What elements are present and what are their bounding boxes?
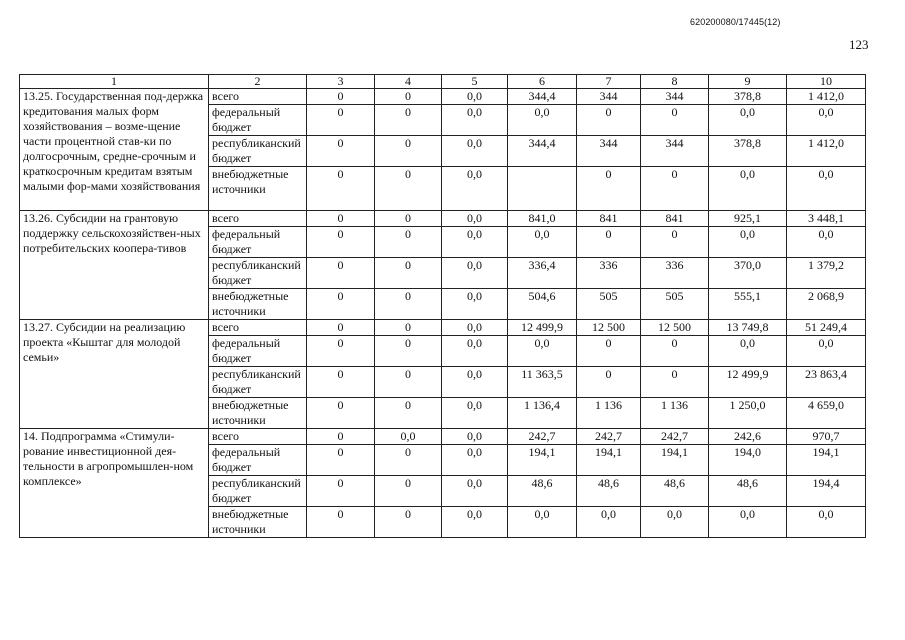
value-cell: 344	[577, 136, 641, 167]
value-cell: 1 136	[641, 398, 709, 429]
value-cell: 0,0	[508, 336, 577, 367]
value-cell: 0	[577, 336, 641, 367]
value-cell: 0,0	[508, 105, 577, 136]
column-header: 6	[508, 75, 577, 89]
program-name-cell: 13.25. Государственная под-держка кредитования малых форм хозяйствования – возме-щение части процентной став-ки по долгосрочным, средне-срочным и краткосрочным кредитам взятым малыми фор-мами хозяйствования	[20, 89, 209, 211]
value-cell: 12 500	[577, 320, 641, 336]
funding-source-cell: внебюджетные источники	[209, 398, 307, 429]
value-cell: 0	[375, 211, 442, 227]
value-cell: 48,6	[577, 476, 641, 507]
value-cell: 841	[577, 211, 641, 227]
value-cell: 0	[375, 89, 442, 105]
value-cell: 0	[375, 136, 442, 167]
value-cell: 344	[577, 89, 641, 105]
funding-source-cell: федеральный бюджет	[209, 227, 307, 258]
value-cell: 0,0	[787, 167, 866, 211]
funding-source-cell: всего	[209, 429, 307, 445]
table-row	[20, 211, 866, 227]
value-cell: 0	[307, 320, 375, 336]
value-cell: 12 500	[641, 320, 709, 336]
value-cell: 0,0	[442, 367, 508, 398]
funding-source-cell: всего	[209, 89, 307, 105]
value-cell: 0,0	[709, 105, 787, 136]
value-cell: 0	[375, 336, 442, 367]
value-cell: 336	[577, 258, 641, 289]
value-cell: 0	[307, 336, 375, 367]
value-cell: 0,0	[508, 507, 577, 538]
value-cell: 0	[375, 105, 442, 136]
value-cell: 336	[641, 258, 709, 289]
value-cell: 0	[375, 320, 442, 336]
value-cell: 0	[375, 167, 442, 211]
value-cell: 48,6	[709, 476, 787, 507]
table-row	[20, 89, 866, 105]
value-cell: 0	[307, 429, 375, 445]
value-cell: 12 499,9	[709, 367, 787, 398]
value-cell: 0	[375, 476, 442, 507]
funding-source-cell: внебюджетные источники	[209, 507, 307, 538]
value-cell: 0,0	[787, 336, 866, 367]
value-cell: 0,0	[442, 507, 508, 538]
value-cell: 0	[375, 445, 442, 476]
value-cell: 0	[307, 227, 375, 258]
column-header: 5	[442, 75, 508, 89]
value-cell: 0	[375, 227, 442, 258]
value-cell: 1 412,0	[787, 89, 866, 105]
value-cell: 0	[577, 367, 641, 398]
value-cell: 505	[641, 289, 709, 320]
value-cell: 0	[577, 167, 641, 211]
value-cell: 0	[307, 476, 375, 507]
funding-source-cell: федеральный бюджет	[209, 336, 307, 367]
value-cell: 1 379,2	[787, 258, 866, 289]
value-cell: 194,0	[709, 445, 787, 476]
funding-source-cell: республиканский бюджет	[209, 367, 307, 398]
value-cell: 0	[307, 398, 375, 429]
value-cell: 970,7	[787, 429, 866, 445]
column-header: 7	[577, 75, 641, 89]
value-cell: 0,0	[709, 507, 787, 538]
value-cell: 0,0	[442, 289, 508, 320]
value-cell: 0	[307, 136, 375, 167]
program-name-cell: 14. Подпрограмма «Стимули-рование инвестиционной дея-тельности в агропромышлен-ном комплексе»	[20, 429, 209, 538]
value-cell: 1 412,0	[787, 136, 866, 167]
funding-source-cell: внебюджетные источники	[209, 289, 307, 320]
value-cell: 0,0	[442, 89, 508, 105]
value-cell: 12 499,9	[508, 320, 577, 336]
value-cell: 0,0	[442, 429, 508, 445]
value-cell: 0,0	[577, 507, 641, 538]
value-cell: 1 136,4	[508, 398, 577, 429]
funding-source-cell: внебюджетные источники	[209, 167, 307, 211]
value-cell: 0,0	[442, 476, 508, 507]
value-cell: 504,6	[508, 289, 577, 320]
funding-source-cell: республиканский бюджет	[209, 476, 307, 507]
document-number: 620200080/17445(12)	[690, 17, 781, 27]
column-header: 4	[375, 75, 442, 89]
value-cell: 0,0	[508, 227, 577, 258]
value-cell: 11 363,5	[508, 367, 577, 398]
value-cell: 0	[641, 105, 709, 136]
value-cell: 0,0	[442, 398, 508, 429]
value-cell: 194,1	[641, 445, 709, 476]
value-cell: 555,1	[709, 289, 787, 320]
funding-source-cell: всего	[209, 320, 307, 336]
value-cell: 0,0	[442, 136, 508, 167]
value-cell: 0,0	[787, 105, 866, 136]
value-cell: 0,0	[787, 507, 866, 538]
value-cell: 0	[375, 507, 442, 538]
value-cell: 194,4	[787, 476, 866, 507]
value-cell: 51 249,4	[787, 320, 866, 336]
value-cell: 0,0	[442, 445, 508, 476]
column-header: 3	[307, 75, 375, 89]
value-cell: 194,1	[508, 445, 577, 476]
value-cell: 344	[641, 136, 709, 167]
value-cell: 0,0	[787, 227, 866, 258]
value-cell: 0,0	[442, 320, 508, 336]
funding-source-cell: федеральный бюджет	[209, 445, 307, 476]
value-cell: 841,0	[508, 211, 577, 227]
value-cell: 344,4	[508, 89, 577, 105]
budget-table	[19, 74, 866, 538]
value-cell: 0	[307, 507, 375, 538]
funding-source-cell: республиканский бюджет	[209, 136, 307, 167]
value-cell: 3 448,1	[787, 211, 866, 227]
value-cell: 336,4	[508, 258, 577, 289]
value-cell: 378,8	[709, 136, 787, 167]
value-cell: 1 136	[577, 398, 641, 429]
value-cell: 344,4	[508, 136, 577, 167]
column-header: 1	[20, 75, 209, 89]
value-cell: 0,0	[442, 336, 508, 367]
table-row	[20, 429, 866, 445]
table-row	[20, 320, 866, 336]
value-cell: 0,0	[442, 167, 508, 211]
value-cell: 0	[307, 105, 375, 136]
value-cell: 242,7	[641, 429, 709, 445]
header-row	[20, 75, 866, 89]
value-cell	[508, 167, 577, 211]
value-cell: 841	[641, 211, 709, 227]
value-cell: 0	[641, 336, 709, 367]
column-header: 9	[709, 75, 787, 89]
value-cell: 0	[307, 211, 375, 227]
column-header: 8	[641, 75, 709, 89]
value-cell: 1 250,0	[709, 398, 787, 429]
value-cell: 48,6	[508, 476, 577, 507]
value-cell: 0	[307, 258, 375, 289]
value-cell: 0,0	[641, 507, 709, 538]
value-cell: 0	[375, 289, 442, 320]
value-cell: 0	[307, 445, 375, 476]
value-cell: 242,7	[508, 429, 577, 445]
value-cell: 4 659,0	[787, 398, 866, 429]
value-cell: 0	[307, 89, 375, 105]
value-cell: 0	[307, 367, 375, 398]
page-number: 123	[849, 37, 869, 52]
value-cell: 0	[375, 367, 442, 398]
value-cell: 0,0	[709, 336, 787, 367]
value-cell: 0	[641, 227, 709, 258]
value-cell: 0	[577, 227, 641, 258]
value-cell: 242,6	[709, 429, 787, 445]
value-cell: 48,6	[641, 476, 709, 507]
value-cell: 194,1	[577, 445, 641, 476]
value-cell: 0	[307, 167, 375, 211]
value-cell: 0,0	[442, 258, 508, 289]
value-cell: 194,1	[787, 445, 866, 476]
funding-source-cell: республиканский бюджет	[209, 258, 307, 289]
value-cell: 370,0	[709, 258, 787, 289]
value-cell: 242,7	[577, 429, 641, 445]
program-name-cell: 13.27. Субсидии на реализацию проекта «Кыштаг для молодой семьи»	[20, 320, 209, 429]
value-cell: 0	[577, 105, 641, 136]
value-cell: 0,0	[442, 105, 508, 136]
column-header: 2	[209, 75, 307, 89]
program-name-cell: 13.26. Субсидии на грантовую поддержку сельскохозяйствен-ных потребительских коопера-тивов	[20, 211, 209, 320]
value-cell: 0,0	[442, 211, 508, 227]
value-cell: 2 068,9	[787, 289, 866, 320]
value-cell: 0,0	[709, 167, 787, 211]
value-cell: 0	[641, 167, 709, 211]
value-cell: 378,8	[709, 89, 787, 105]
value-cell: 0	[641, 367, 709, 398]
column-header: 10	[787, 75, 866, 89]
value-cell: 0	[307, 289, 375, 320]
value-cell: 0,0	[375, 429, 442, 445]
funding-source-cell: всего	[209, 211, 307, 227]
value-cell: 925,1	[709, 211, 787, 227]
value-cell: 23 863,4	[787, 367, 866, 398]
value-cell: 0,0	[442, 227, 508, 258]
value-cell: 13 749,8	[709, 320, 787, 336]
funding-source-cell: федеральный бюджет	[209, 105, 307, 136]
value-cell: 0	[375, 398, 442, 429]
value-cell: 505	[577, 289, 641, 320]
value-cell: 344	[641, 89, 709, 105]
value-cell: 0	[375, 258, 442, 289]
value-cell: 0,0	[709, 227, 787, 258]
